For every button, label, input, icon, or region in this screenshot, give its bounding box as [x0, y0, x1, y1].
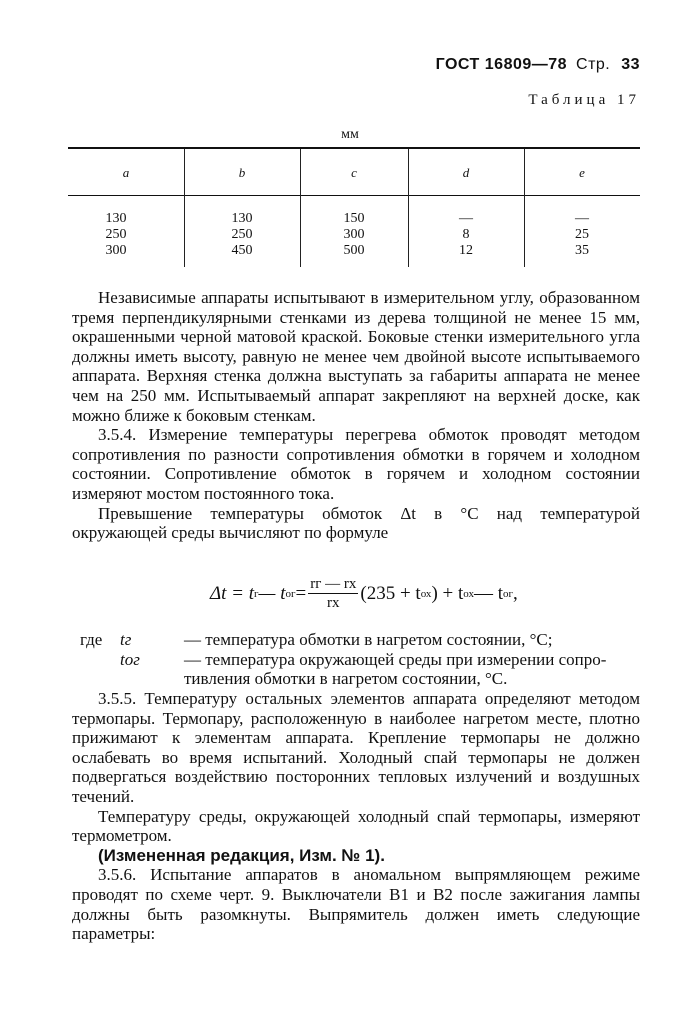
table-cell: 450	[231, 243, 253, 258]
table-cell: —	[575, 211, 589, 226]
fraction-denominator: rх	[327, 595, 340, 611]
standard-number: ГОСТ 16809—78	[435, 56, 568, 73]
column-d-values	[408, 211, 524, 259]
table-units: мм	[341, 127, 359, 142]
formula-subscript: г	[254, 587, 259, 600]
column-c-values	[300, 211, 408, 259]
formula-subscript: ог	[503, 587, 514, 600]
table-cell: 25	[575, 227, 589, 242]
definition-row	[80, 630, 640, 650]
table-cell: 300	[343, 227, 365, 242]
definition-continuation: тивления обмотки в нагретом состоянии, °С.	[184, 669, 508, 689]
formula-term: ) + t	[431, 582, 464, 604]
fraction-numerator: rг — rх	[310, 576, 357, 592]
column-header-c: c	[351, 165, 357, 180]
paragraph-ambient-temperature: Температуру среды, окружающей холодный спай термопары, измеряют термометром.	[72, 806, 640, 846]
definition-text: — температура обмотки в нагретом состоянии, °С;	[184, 630, 553, 649]
text-block-upper	[72, 288, 640, 543]
column-b-values	[184, 211, 300, 259]
definition-row	[80, 650, 640, 670]
formula-term: — t	[258, 582, 286, 604]
table-cell: 300	[105, 243, 127, 258]
table-header-rule	[68, 195, 640, 196]
temperature-rise-formula	[210, 575, 518, 612]
column-e-values	[524, 211, 640, 259]
formula-lhs: Δt = t	[210, 582, 255, 604]
table-cell: —	[459, 211, 473, 226]
table-cell: 35	[575, 243, 589, 258]
amendment-note: (Измененная редакция, Изм. № 1).	[98, 845, 385, 865]
definition-text: — температура окружающей среды при измерении сопро-	[184, 649, 607, 669]
table-cell: 8	[462, 227, 470, 242]
page-number: 33	[621, 56, 640, 73]
formula-definitions	[80, 630, 640, 689]
table-caption: Таблица 17	[528, 92, 640, 108]
paragraph-measuring-corner: Независимые аппараты испытывают в измерительном углу, образованном тремя перпендикулярными стенками из дерева толщиной не менее 15 мм, окрашенными черной матовой краской. Боковые стенки измерительного угла должны иметь высоту, равную не менее чем двойной высоте испытываемого аппарата. Верхняя стенка должна выступать за габариты аппарата не менее чем на 250 мм. Испытываемый аппарат закрепляют на верхней доске, как можно ближе к боковым стенкам.	[72, 288, 640, 425]
table-top-rule	[68, 147, 640, 149]
definition-symbol: tг	[120, 630, 132, 649]
paragraph-3-5-6: 3.5.6. Испытание аппаратов в аномальном выпрямляющем режиме проводят по схеме черт. 9. Выключатели В1 и В2 после зажигания лампы должны быть разомкнуты. Выпрямитель должен иметь следующие параметры:	[72, 865, 640, 944]
column-header-d: d	[462, 165, 470, 180]
column-header-b: b	[238, 165, 246, 180]
where-label: где	[80, 630, 103, 649]
paragraph-formula-intro: Превышение температуры обмоток Δt в °С над температурой окружающей среды вычисляют по формуле	[72, 503, 640, 543]
column-header-e: e	[579, 165, 585, 180]
column-header-a: a	[122, 165, 130, 180]
formula-term: ,	[513, 582, 518, 604]
page-label: Стр.	[576, 56, 611, 73]
formula-subscript: ог	[285, 587, 296, 600]
formula-subscript: ох	[463, 587, 474, 600]
formula-subscript: ох	[420, 587, 432, 600]
formula-term: (235 + t	[360, 582, 421, 604]
definition-symbol: tог	[120, 649, 140, 669]
formula-equals: =	[295, 582, 307, 604]
table-cell: 150	[343, 211, 365, 226]
table-cell: 250	[105, 227, 127, 242]
table-cell: 500	[343, 243, 365, 258]
paragraph-3-5-4: 3.5.4. Измерение температуры перегрева обмоток проводят методом сопротивления по разности сопротивления обмотки в горячем и холодном состоянии. Сопротивление обмоток в горячем и холодном состоянии измеряют мостом постоянного тока.	[72, 425, 640, 503]
column-a-values	[68, 211, 164, 259]
table-cell: 130	[231, 211, 253, 226]
table-cell: 12	[459, 243, 473, 258]
paragraph-3-5-5: 3.5.5. Температуру остальных элементов аппарата определяют методом термопары. Термопару, расположенную в наиболее нагретом месте, плотно прижимают к элементам аппарата. Крепление термопары не должно ослабевать во время испытаний. Холодный спай термопары не должен подвергаться воздействию посторонних тепловых излучений и воздушных течений.	[72, 689, 640, 806]
formula-term: — t	[474, 582, 504, 604]
page-header	[436, 56, 640, 74]
text-block-lower	[72, 689, 640, 944]
table-cell: 250	[231, 227, 253, 242]
table-cell: 130	[105, 211, 127, 226]
formula-fraction	[308, 575, 358, 612]
